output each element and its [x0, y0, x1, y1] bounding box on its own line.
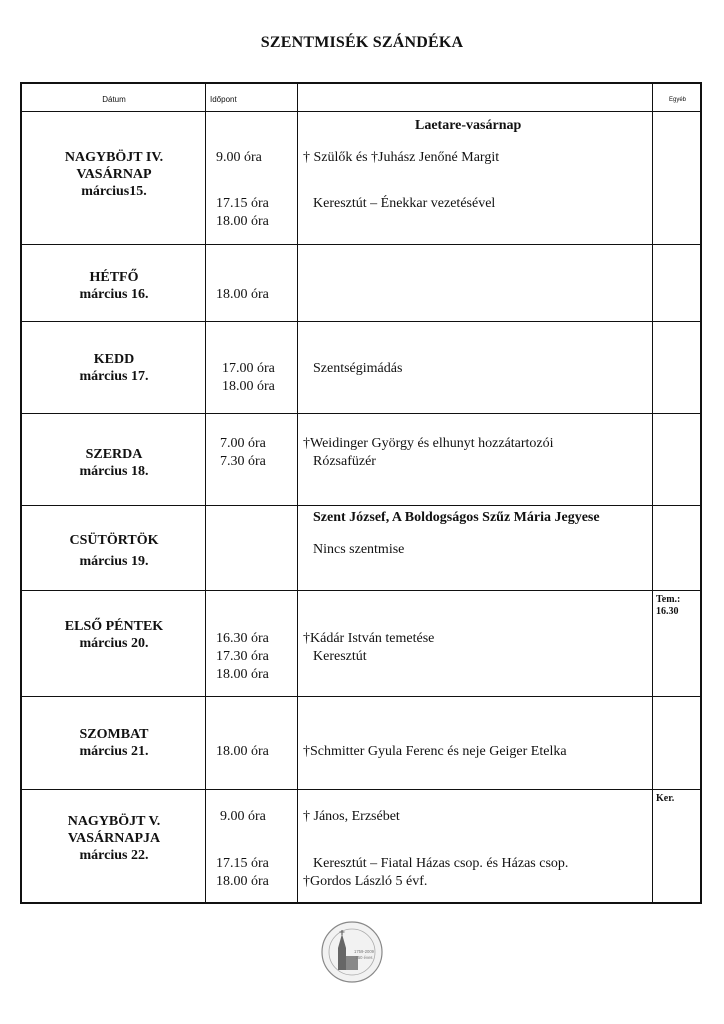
table-header-row: [22, 84, 700, 112]
mass-intention: Szentségimádás: [313, 361, 403, 376]
day-label: SZOMBAT március 21.: [79, 727, 149, 759]
table-row: [22, 112, 700, 245]
mass-time: 18.00 óra: [216, 744, 269, 759]
mass-time: 18.00 óra: [216, 874, 269, 889]
mass-time: 9.00 óra: [220, 809, 266, 824]
mass-time: 17.15 óra: [216, 856, 269, 871]
header-time: Időpont: [210, 95, 237, 104]
day-label: CSÜTÖRTÖK március 19.: [69, 533, 159, 569]
mass-time: 18.00 óra: [216, 214, 269, 229]
mass-intention: Keresztút – Énekkar vezetésével: [313, 196, 496, 211]
mass-intentions-table: [20, 82, 702, 904]
day-label: NAGYBÖJT IV. VASÁRNAP március15.: [64, 150, 164, 199]
header-other: Egyéb: [669, 97, 687, 103]
mass-intention: Nincs szentmise: [313, 542, 405, 557]
feast-title: Laetare-vasárnap: [415, 118, 522, 133]
mass-time: 7.00 óra: [220, 436, 266, 451]
mass-intention: †Kádár István temetése: [303, 631, 435, 646]
mass-time: 17.15 óra: [216, 196, 269, 211]
page-title: SZENTMISÉK SZÁNDÉKA: [260, 34, 464, 51]
table-row: [22, 697, 700, 790]
mass-time: 18.00 óra: [222, 379, 275, 394]
mass-intention: † János, Erzsébet: [303, 809, 400, 824]
table-row: [22, 591, 700, 697]
mass-time: 17.00 óra: [222, 361, 275, 376]
seal-years: 1759-2009: [353, 949, 375, 954]
day-label: NAGYBÖJT V. VASÁRNAPJA március 22.: [67, 814, 161, 863]
table-row: [22, 322, 700, 414]
mass-intention: Keresztút – Fiatal Házas csop. és Házas csop.: [313, 856, 569, 871]
day-label: KEDD március 17.: [79, 352, 149, 384]
table-row: [22, 790, 700, 902]
table-row: [22, 414, 700, 506]
table-row: [22, 245, 700, 322]
day-label: SZERDA március 18.: [79, 447, 149, 479]
mass-intention: †Schmitter Gyula Ferenc és neje Geiger Etelka: [303, 744, 567, 759]
mass-time: 16.30 óra: [216, 631, 269, 646]
mass-time: 17.30 óra: [216, 649, 269, 664]
mass-time: 18.00 óra: [216, 287, 269, 302]
mass-intention: †Gordos László 5 évf.: [303, 874, 428, 889]
mass-intention: †Weidinger György és elhunyt hozzátartozói: [303, 436, 554, 451]
parish-seal-logo: [320, 920, 384, 984]
feast-title: Szent József, A Boldogságos Szűz Mária Jegyese: [313, 510, 600, 525]
day-label: HÉTFŐ március 16.: [79, 270, 149, 302]
other-note: Ker.: [656, 793, 675, 804]
mass-intention: Keresztút: [313, 649, 367, 664]
mass-time: 7.30 óra: [220, 454, 266, 469]
mass-intention: Rózsafüzér: [313, 454, 376, 469]
seal-anniversary: 250 éves: [355, 955, 373, 960]
header-date: Dátum: [102, 95, 126, 104]
mass-time: 9.00 óra: [216, 150, 262, 165]
mass-time: 18.00 óra: [216, 667, 269, 682]
mass-intention: † Szülők és †Juhász Jenőné Margit: [303, 150, 500, 165]
table-row: [22, 506, 700, 591]
day-label: ELSŐ PÉNTEK március 20.: [64, 619, 164, 651]
other-note: Tem.: 16.30: [656, 594, 681, 617]
